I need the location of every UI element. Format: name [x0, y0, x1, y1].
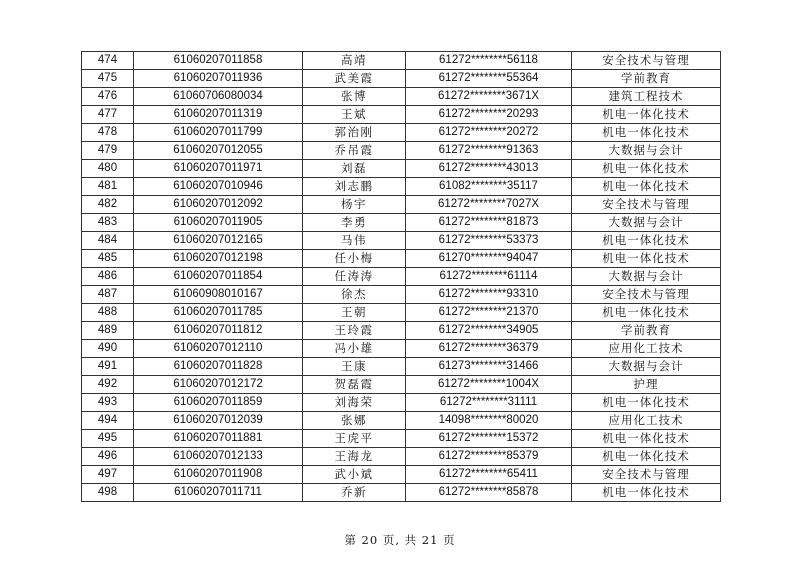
id-number-cell: 61272********65411 [406, 466, 572, 484]
table-row [82, 304, 721, 322]
major-cell: 安全技术与管理 [572, 52, 721, 70]
exam-number-cell: 61060207011799 [134, 124, 303, 142]
exam-number-cell: 61060207012198 [134, 250, 303, 268]
exam-number-cell: 61060207011711 [134, 484, 303, 502]
exam-number-cell: 61060207011971 [134, 160, 303, 178]
exam-number-cell: 61060207011854 [134, 268, 303, 286]
exam-number-cell: 61060207011905 [134, 214, 303, 232]
student-name-cell: 王斌 [303, 106, 406, 124]
major-cell: 机电一体化技术 [572, 250, 721, 268]
id-number-cell: 61272********3671X [406, 88, 572, 106]
id-number-cell: 61272********55364 [406, 70, 572, 88]
row-number-cell: 478 [82, 124, 134, 142]
student-name-cell: 马伟 [303, 232, 406, 250]
id-number-cell: 61272********81873 [406, 214, 572, 232]
table-row [82, 142, 721, 160]
row-number-cell: 479 [82, 142, 134, 160]
student-name-cell: 王虎平 [303, 430, 406, 448]
table-row [82, 232, 721, 250]
major-cell: 机电一体化技术 [572, 106, 721, 124]
exam-number-cell: 61060207011785 [134, 304, 303, 322]
table-row [82, 412, 721, 430]
id-number-cell: 61272********7027X [406, 196, 572, 214]
major-cell: 大数据与会计 [572, 268, 721, 286]
row-number-cell: 496 [82, 448, 134, 466]
row-number-cell: 476 [82, 88, 134, 106]
major-cell: 机电一体化技术 [572, 124, 721, 142]
id-number-cell: 61272********43013 [406, 160, 572, 178]
student-name-cell: 刘海荣 [303, 394, 406, 412]
major-cell: 学前教育 [572, 70, 721, 88]
student-name-cell: 任涛涛 [303, 268, 406, 286]
row-number-cell: 485 [82, 250, 134, 268]
student-name-cell: 冯小雄 [303, 340, 406, 358]
student-name-cell: 郭治刚 [303, 124, 406, 142]
row-number-cell: 474 [82, 52, 134, 70]
exam-number-cell: 61060207011812 [134, 322, 303, 340]
id-number-cell: 61272********20272 [406, 124, 572, 142]
table-row [82, 376, 721, 394]
table-row [82, 484, 721, 502]
major-cell: 安全技术与管理 [572, 466, 721, 484]
row-number-cell: 490 [82, 340, 134, 358]
row-number-cell: 484 [82, 232, 134, 250]
row-number-cell: 487 [82, 286, 134, 304]
id-number-cell: 61272********61114 [406, 268, 572, 286]
student-name-cell: 乔吊霞 [303, 142, 406, 160]
major-cell: 护理 [572, 376, 721, 394]
row-number-cell: 498 [82, 484, 134, 502]
major-cell: 机电一体化技术 [572, 232, 721, 250]
row-number-cell: 495 [82, 430, 134, 448]
exam-number-cell: 61060207011859 [134, 394, 303, 412]
id-number-cell: 61272********56118 [406, 52, 572, 70]
major-cell: 大数据与会计 [572, 214, 721, 232]
table-row [82, 430, 721, 448]
major-cell: 机电一体化技术 [572, 394, 721, 412]
student-name-cell: 刘磊 [303, 160, 406, 178]
student-name-cell: 王玲霞 [303, 322, 406, 340]
major-cell: 机电一体化技术 [572, 304, 721, 322]
student-name-cell: 王朝 [303, 304, 406, 322]
row-number-cell: 491 [82, 358, 134, 376]
row-number-cell: 483 [82, 214, 134, 232]
id-number-cell: 61272********85878 [406, 484, 572, 502]
table-row [82, 286, 721, 304]
student-name-cell: 杨宇 [303, 196, 406, 214]
table-row [82, 70, 721, 88]
table-row [82, 358, 721, 376]
row-number-cell: 497 [82, 466, 134, 484]
row-number-cell: 482 [82, 196, 134, 214]
major-cell: 应用化工技术 [572, 340, 721, 358]
id-number-cell: 61270********94047 [406, 250, 572, 268]
id-number-cell: 61272********21370 [406, 304, 572, 322]
row-number-cell: 488 [82, 304, 134, 322]
table-row [82, 124, 721, 142]
table-row [82, 466, 721, 484]
major-cell: 机电一体化技术 [572, 484, 721, 502]
row-number-cell: 477 [82, 106, 134, 124]
row-number-cell: 480 [82, 160, 134, 178]
table-row [82, 250, 721, 268]
table-row [82, 268, 721, 286]
exam-number-cell: 61060207011908 [134, 466, 303, 484]
exam-number-cell: 61060207011828 [134, 358, 303, 376]
student-name-cell: 武小斌 [303, 466, 406, 484]
id-number-cell: 61082********35117 [406, 178, 572, 196]
row-number-cell: 475 [82, 70, 134, 88]
exam-number-cell: 61060908010167 [134, 286, 303, 304]
id-number-cell: 61272********85379 [406, 448, 572, 466]
major-cell: 学前教育 [572, 322, 721, 340]
exam-number-cell: 61060207011881 [134, 430, 303, 448]
table-row [82, 52, 721, 70]
student-name-cell: 张博 [303, 88, 406, 106]
major-cell: 机电一体化技术 [572, 160, 721, 178]
major-cell: 机电一体化技术 [572, 448, 721, 466]
id-number-cell: 61272********1004X [406, 376, 572, 394]
id-number-cell: 61273********31466 [406, 358, 572, 376]
student-name-cell: 高靖 [303, 52, 406, 70]
id-number-cell: 61272********34905 [406, 322, 572, 340]
exam-number-cell: 61060207012165 [134, 232, 303, 250]
table-row [82, 340, 721, 358]
table-row [82, 106, 721, 124]
student-name-cell: 王海龙 [303, 448, 406, 466]
student-name-cell: 李勇 [303, 214, 406, 232]
major-cell: 安全技术与管理 [572, 286, 721, 304]
id-number-cell: 61272********20293 [406, 106, 572, 124]
table-row [82, 88, 721, 106]
student-name-cell: 徐杰 [303, 286, 406, 304]
row-number-cell: 489 [82, 322, 134, 340]
student-name-cell: 王康 [303, 358, 406, 376]
page-footer: 第 20 页, 共 21 页 [344, 533, 456, 547]
student-name-cell: 任小梅 [303, 250, 406, 268]
major-cell: 大数据与会计 [572, 358, 721, 376]
row-number-cell: 486 [82, 268, 134, 286]
table-row [82, 322, 721, 340]
exam-number-cell: 61060207011858 [134, 52, 303, 70]
table-row [82, 214, 721, 232]
row-number-cell: 494 [82, 412, 134, 430]
data-table [81, 51, 721, 502]
exam-number-cell: 61060207012039 [134, 412, 303, 430]
major-cell: 建筑工程技术 [572, 88, 721, 106]
table-body [82, 52, 721, 502]
exam-number-cell: 61060207012172 [134, 376, 303, 394]
exam-number-cell: 61060207012055 [134, 142, 303, 160]
exam-number-cell: 61060207012133 [134, 448, 303, 466]
id-number-cell: 14098********80020 [406, 412, 572, 430]
table-row [82, 394, 721, 412]
major-cell: 安全技术与管理 [572, 196, 721, 214]
major-cell: 大数据与会计 [572, 142, 721, 160]
row-number-cell: 492 [82, 376, 134, 394]
exam-number-cell: 61060706080034 [134, 88, 303, 106]
table-row [82, 448, 721, 466]
row-number-cell: 481 [82, 178, 134, 196]
id-number-cell: 61272********31111 [406, 394, 572, 412]
row-number-cell: 493 [82, 394, 134, 412]
id-number-cell: 61272********93310 [406, 286, 572, 304]
student-name-cell: 乔新 [303, 484, 406, 502]
major-cell: 应用化工技术 [572, 412, 721, 430]
id-number-cell: 61272********36379 [406, 340, 572, 358]
table-row [82, 178, 721, 196]
student-name-cell: 武美霞 [303, 70, 406, 88]
id-number-cell: 61272********53373 [406, 232, 572, 250]
exam-number-cell: 61060207012110 [134, 340, 303, 358]
id-number-cell: 61272********91363 [406, 142, 572, 160]
id-number-cell: 61272********15372 [406, 430, 572, 448]
student-name-cell: 贺磊霞 [303, 376, 406, 394]
major-cell: 机电一体化技术 [572, 178, 721, 196]
table-row [82, 160, 721, 178]
exam-number-cell: 61060207011936 [134, 70, 303, 88]
exam-number-cell: 61060207012092 [134, 196, 303, 214]
exam-number-cell: 61060207011319 [134, 106, 303, 124]
student-name-cell: 刘志鹏 [303, 178, 406, 196]
table-row [82, 196, 721, 214]
student-name-cell: 张娜 [303, 412, 406, 430]
major-cell: 机电一体化技术 [572, 430, 721, 448]
exam-number-cell: 61060207010946 [134, 178, 303, 196]
